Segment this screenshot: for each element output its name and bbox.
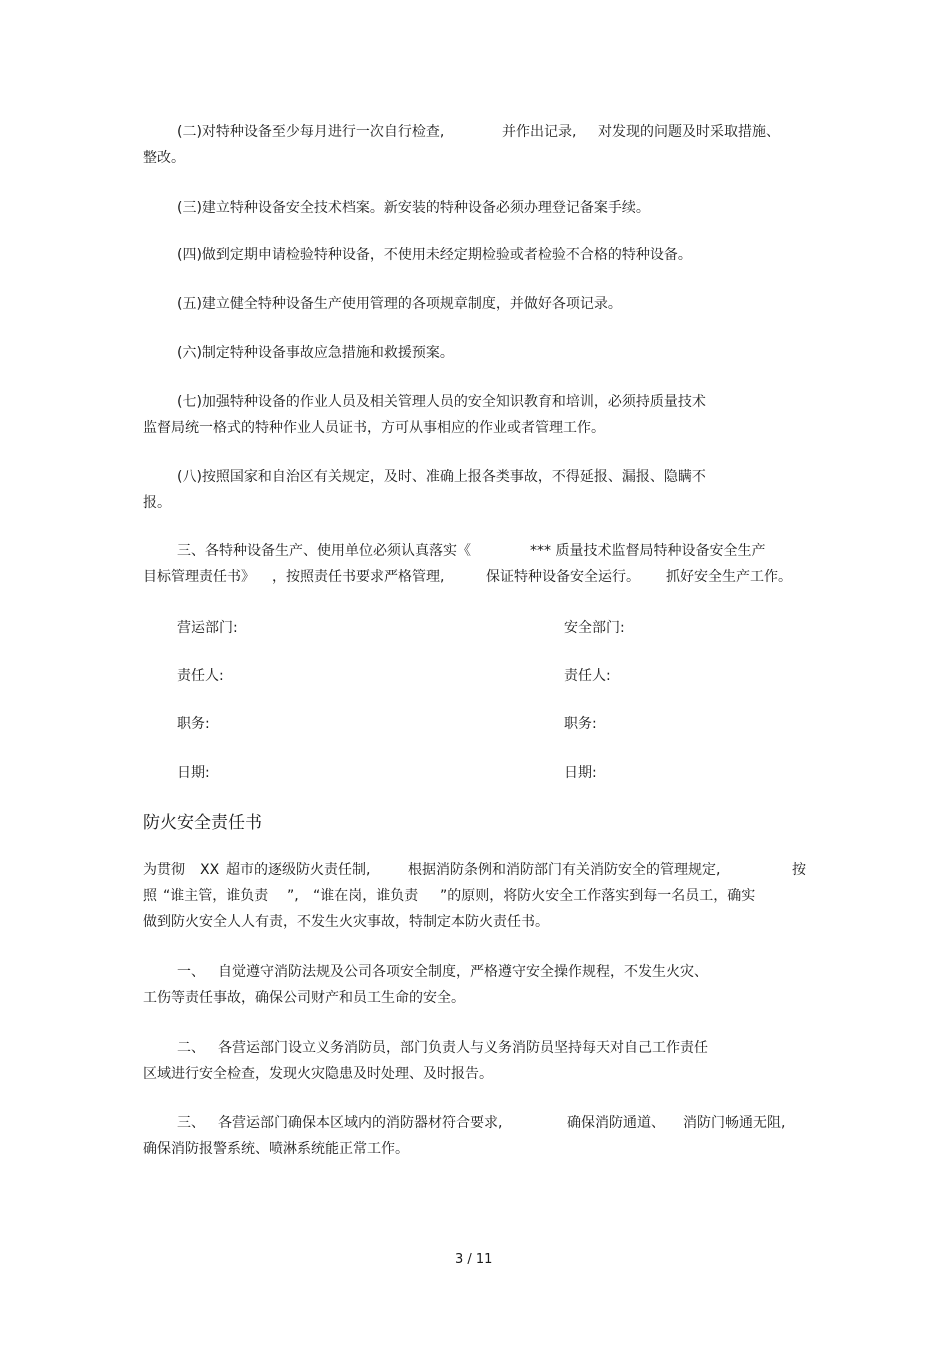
item7-line1: (七)加强特种设备的作业人员及相关管理人员的安全知识教育和培训，必须持质量技术 [177,394,706,410]
item6: (六)制定特种设备事故应急措施和救援预案。 [177,345,454,361]
item4: (四)做到定期申请检验特种设备，不使用未经定期检验或者检验不合格的特种设备。 [177,247,692,263]
fire-intro-2d: “谁在岗，谁负责 [313,888,419,904]
item3: (三)建立特种设备安全技术档案。新安装的特种设备必须办理登记备案手续。 [177,200,650,216]
fire-p2-line2: 区域进行安全检查，发现火灾隐患及时处理、及时报告。 [143,1066,493,1082]
sig-right-position: 职务: [564,716,597,732]
item7-line2: 监督局统一格式的特种作业人员证书，方可从事相应的作业或者管理工作。 [143,420,605,436]
fire-p1-line1: 自觉遵守消防法规及公司各项安全制度，严格遵守安全操作规程，不发生火灾、 [218,964,708,980]
fire-intro-1a: 为贯彻 [143,862,185,878]
item2-line1-c: 对发现的问题及时采取措施、 [598,124,780,140]
fire-p1-line2: 工伤等责任事故，确保公司财产和员工生命的安全。 [143,990,465,1006]
fire-intro-1c: 超市的逐级防火责任制, [226,862,371,878]
item8-line1: (八)按照国家和自治区有关规定，及时、准确上报各类事故，不得延报、漏报、隐瞒不 [177,469,706,485]
fire-p2-line1: 各营运部门设立义务消防员，部门负责人与义务消防员坚持每天对自己工作责任 [218,1040,708,1056]
sig-left-date: 日期: [177,765,210,781]
fire-intro-1d: 根据消防条例和消防部门有关消防安全的管理规定, [408,862,721,878]
item5: (五)建立健全特种设备生产使用管理的各项规章制度，并做好各项记录。 [177,296,622,312]
item2-line1-a: (二)对特种设备至少每月进行一次自行检查, [177,124,445,140]
fire-p3-line1b: 确保消防通道、 [567,1115,665,1131]
fire-p3-number: 三、 [177,1115,205,1131]
fire-p2-number: 二、 [177,1040,205,1056]
fire-p3-line2: 确保消防报警系统、喷淋系统能正常工作。 [143,1141,409,1157]
point3-line1-a: 三、各特种设备生产、使用单位必须认真落实《 [177,543,471,559]
sig-left-position: 职务: [177,716,210,732]
point3-line2-d: 抓好安全生产工作。 [666,569,792,585]
fire-intro-1b: XX [200,862,220,878]
fire-p3-line1a: 各营运部门确保本区域内的消防器材符合要求, [218,1115,503,1131]
sig-right-responsible: 责任人: [564,668,611,684]
fire-intro-3: 做到防火安全人人有责，不发生火灾事故，特制定本防火责任书。 [143,914,549,930]
point3-line1-b: *** 质量技术监督局特种设备安全生产 [530,543,766,559]
item2-line2: 整改。 [143,150,185,166]
fire-intro-1e: 按 [792,862,806,878]
fire-p3-line1c: 消防门畅通无阻, [683,1115,786,1131]
point3-line2-a: 目标管理责任书》 [143,569,255,585]
fire-intro-2e: ”的原则，将防火安全工作落实到每一名员工，确实 [440,888,756,904]
fire-p1-number: 一、 [177,964,205,980]
page-number: 3 / 11 [455,1252,493,1267]
sig-right-date: 日期: [564,765,597,781]
fire-intro-2c: ”, [287,888,299,904]
fire-intro-2b: “谁主管，谁负责 [163,888,269,904]
fire-title: 防火安全责任书 [143,813,262,833]
point3-line2-b: ，按照责任书要求严格管理, [272,569,445,585]
sig-left-department: 营运部门: [177,620,238,636]
point3-line2-c: 保证特种设备安全运行。 [486,569,640,585]
item2-line1-b: 并作出记录, [502,124,577,140]
item8-line2: 报。 [143,495,171,511]
fire-intro-2a: 照 [143,888,157,904]
sig-left-responsible: 责任人: [177,668,224,684]
sig-right-department: 安全部门: [564,620,625,636]
